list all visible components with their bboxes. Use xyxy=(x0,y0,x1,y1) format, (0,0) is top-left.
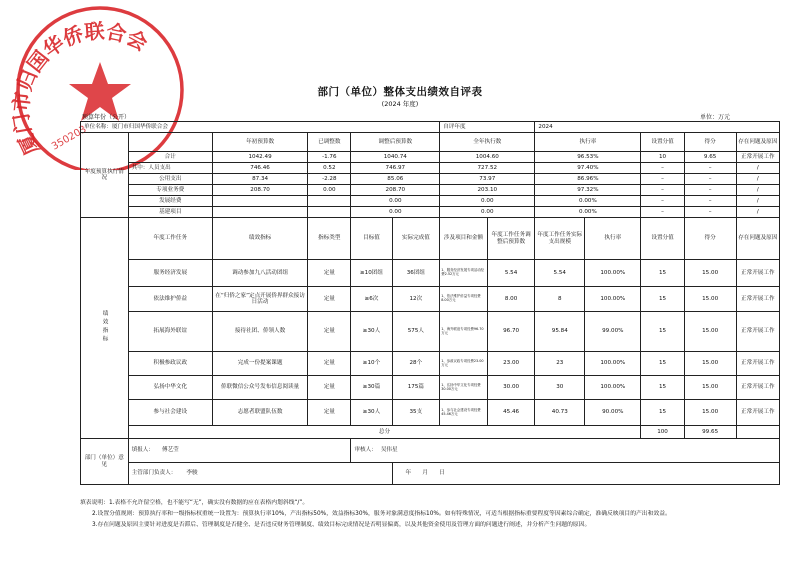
perf-rate: 100.00% xyxy=(585,287,641,312)
perf-actual: 36团组 xyxy=(392,260,440,287)
perf-target: ≥10团组 xyxy=(351,260,392,287)
perf-total-row xyxy=(81,426,780,439)
perf-target: ≥10个 xyxy=(351,352,392,376)
budget-adjusted: 208.70 xyxy=(351,185,440,196)
perf-score-set: 15 xyxy=(641,352,684,376)
perf-issue: 正常开展工作 xyxy=(736,400,779,426)
perf-score-set: 15 xyxy=(641,376,684,400)
budget-initial: 87.34 xyxy=(212,174,307,185)
perf-project: 1、弘扬中华文化专项经费30.00万元 xyxy=(440,376,488,400)
budget-rate: 0.00% xyxy=(535,196,641,207)
budget-initial xyxy=(212,207,307,218)
budget-issue: / xyxy=(736,207,779,218)
dept-name-cell: 单位名称：厦门市归国华侨联合会 xyxy=(81,122,440,133)
budget-adjust: 0.00 xyxy=(308,185,351,196)
perf-issue: 正常开展工作 xyxy=(736,352,779,376)
year-value-cell: 2024 xyxy=(535,122,780,133)
budget-executed: 203.10 xyxy=(440,185,535,196)
page-title: 部门（单位）整体支出绩效自评表 xyxy=(317,86,483,98)
perf-budget: 8.00 xyxy=(487,287,535,312)
perf-target: ≥30篇 xyxy=(351,376,392,400)
budget-row-name: 发展经费 xyxy=(128,196,212,207)
budget-row xyxy=(81,196,780,207)
perf-score-set: 15 xyxy=(641,260,684,287)
perf-col-budget: 年度工作任务调整后预算数 xyxy=(487,218,535,260)
budget-adjust xyxy=(308,207,351,218)
perf-col-task: 年度工作任务 xyxy=(128,218,212,260)
perf-actual: 28个 xyxy=(392,352,440,376)
budget-adjusted: 0.00 xyxy=(351,207,440,218)
budget-executed: 73.97 xyxy=(440,174,535,185)
unit-label: 单位：万元 xyxy=(700,114,731,121)
budget-rate: 97.32% xyxy=(535,185,641,196)
budget-executed: 1004.60 xyxy=(440,152,535,163)
perf-rate: 100.00% xyxy=(585,260,641,287)
leader-name: 李骏 xyxy=(186,470,198,477)
budget-col-blank xyxy=(128,133,212,152)
budget-score: 9.65 xyxy=(684,152,736,163)
perf-target: ≥6次 xyxy=(351,287,392,312)
perf-indicator: 接待社团、侨领人数 xyxy=(212,312,307,352)
budget-row xyxy=(81,207,780,218)
budget-row-name: 其中：人员支出 xyxy=(128,163,212,174)
perf-type: 定量 xyxy=(308,287,351,312)
budget-executed: 0.00 xyxy=(440,196,535,207)
budget-row-name: 公用支出 xyxy=(128,174,212,185)
budget-adjusted: 1040.74 xyxy=(351,152,440,163)
perf-type: 定量 xyxy=(308,400,351,426)
reviewer-cell xyxy=(351,439,780,463)
perf-score: 15.00 xyxy=(684,400,736,426)
total-issue-blank xyxy=(736,426,779,439)
budget-score-set: – xyxy=(641,196,684,207)
budget-issue: / xyxy=(736,196,779,207)
filler-cell xyxy=(128,439,351,463)
perf-actual: 575人 xyxy=(392,312,440,352)
perf-indicator: 在“归侨之家”定点开展侨界群众接访日活动 xyxy=(212,287,307,312)
filler-label: 填报人： xyxy=(131,447,154,454)
table-number-label: 预算年份（公开） xyxy=(82,114,131,121)
perf-indicator: 志愿者联盟队伍数 xyxy=(212,400,307,426)
budget-executed: 0.00 xyxy=(440,207,535,218)
budget-score: – xyxy=(684,185,736,196)
svg-text:350203: 350203 xyxy=(50,123,89,153)
perf-row xyxy=(81,287,780,312)
total-label: 总分 xyxy=(128,426,641,439)
perf-header-row xyxy=(81,218,780,260)
budget-side-label: 年度预算执行情况 xyxy=(81,133,129,218)
perf-col-project: 涉及项目和金额 xyxy=(440,218,488,260)
perf-rate: 100.00% xyxy=(585,352,641,376)
budget-col-rate: 执行率 xyxy=(535,133,641,152)
budget-adjust: -1.76 xyxy=(308,152,351,163)
perf-type: 定量 xyxy=(308,376,351,400)
page-subtitle: (2024 年度) xyxy=(381,100,419,108)
perf-budget: 45.46 xyxy=(487,400,535,426)
budget-score-set: – xyxy=(641,185,684,196)
perf-col-rate: 执行率 xyxy=(585,218,641,260)
total-score-set: 100 xyxy=(641,426,684,439)
perf-indicator: 调动参加九八活动团组 xyxy=(212,260,307,287)
leader-label: 主管部门负责人： xyxy=(131,470,177,477)
perf-indicator: 侨联微信公众号发布信息阅读量 xyxy=(212,376,307,400)
perf-actual: 12次 xyxy=(392,287,440,312)
budget-initial: 1042.49 xyxy=(212,152,307,163)
performance-evaluation-table xyxy=(80,121,780,485)
perf-score: 15.00 xyxy=(684,312,736,352)
budget-header-row xyxy=(81,133,780,152)
svg-text:厦门市归国华侨联合会: 厦门市归国华侨联合会 xyxy=(8,18,152,159)
perf-spent: 30 xyxy=(535,376,585,400)
budget-issue: / xyxy=(736,163,779,174)
perf-issue: 正常开展工作 xyxy=(736,260,779,287)
perf-project: 1、参政议政专项经费23.00万元 xyxy=(440,352,488,376)
perf-spent: 8 xyxy=(535,287,585,312)
perf-budget: 23.00 xyxy=(487,352,535,376)
perf-spent: 95.84 xyxy=(535,312,585,352)
perf-rate: 100.00% xyxy=(585,376,641,400)
budget-row-name: 合计 xyxy=(128,152,212,163)
perf-project: 1、海外联谊专项经费96.70万元 xyxy=(440,312,488,352)
perf-score: 15.00 xyxy=(684,352,736,376)
perf-side-label: 绩效指标 xyxy=(81,218,129,439)
perf-task: 参与社会建设 xyxy=(128,400,212,426)
perf-score-set: 15 xyxy=(641,400,684,426)
budget-rate: 0.00% xyxy=(535,207,641,218)
perf-issue: 正常开展工作 xyxy=(736,376,779,400)
perf-rate: 90.00% xyxy=(585,400,641,426)
budget-adjust xyxy=(308,196,351,207)
perf-budget: 5.54 xyxy=(487,260,535,287)
total-score: 99.65 xyxy=(684,426,736,439)
budget-initial xyxy=(212,196,307,207)
perf-type: 定量 xyxy=(308,260,351,287)
perf-score-set: 15 xyxy=(641,312,684,352)
perf-type: 定量 xyxy=(308,312,351,352)
perf-task: 积极参政议政 xyxy=(128,352,212,376)
budget-score-set: – xyxy=(641,163,684,174)
perf-col-score-set: 设置分值 xyxy=(641,218,684,260)
perf-task: 服务经济发展 xyxy=(128,260,212,287)
opinion-row-1 xyxy=(81,439,780,463)
perf-row xyxy=(81,400,780,426)
budget-row-name: 基建项目 xyxy=(128,207,212,218)
perf-row xyxy=(81,376,780,400)
fill-instructions xyxy=(80,498,780,531)
perf-spent: 5.54 xyxy=(535,260,585,287)
budget-issue: / xyxy=(736,185,779,196)
perf-row xyxy=(81,312,780,352)
perf-col-type: 指标类型 xyxy=(308,218,351,260)
budget-col-score-set: 设置分值 xyxy=(641,133,684,152)
opinion-row-2 xyxy=(81,463,780,485)
perf-project: 1、参与社会建设专项经费45.46万元 xyxy=(440,400,488,426)
budget-score: – xyxy=(684,163,736,174)
perf-target: ≥30人 xyxy=(351,312,392,352)
budget-adjust: -2.28 xyxy=(308,174,351,185)
budget-col-issue: 存在问题及原因 xyxy=(736,133,779,152)
perf-target: ≥30人 xyxy=(351,400,392,426)
date-label: 年 月 日 xyxy=(405,470,445,477)
perf-issue: 正常开展工作 xyxy=(736,287,779,312)
reviewer-label: 审核人： xyxy=(354,447,377,454)
note-item: 3.存在问题及原因主要针对进度是否滞后、管理制度是否健全、是否违反财务管理制度、绩效目标完成情况是否明显偏离，以及其他资金使用及管理方面的问题进行阐述，并分析产生问题的原因。 xyxy=(92,522,591,528)
budget-score: – xyxy=(684,196,736,207)
budget-adjusted: 746.97 xyxy=(351,163,440,174)
budget-issue: 正常开展工作 xyxy=(736,152,779,163)
perf-row xyxy=(81,352,780,376)
perf-col-target: 目标值 xyxy=(351,218,392,260)
perf-col-indicator: 绩效指标 xyxy=(212,218,307,260)
perf-col-score: 得分 xyxy=(684,218,736,260)
budget-rate: 86.96% xyxy=(535,174,641,185)
budget-row xyxy=(81,152,780,163)
note-item: 填表说明：1.表格不允许留空格，也不能写“无”，确实没有数据的应在表格内划斜线“/”。 xyxy=(80,500,309,506)
budget-initial: 208.70 xyxy=(212,185,307,196)
reviewer-name: 吴伟星 xyxy=(380,447,398,454)
perf-score-set: 15 xyxy=(641,287,684,312)
perf-issue: 正常开展工作 xyxy=(736,312,779,352)
perf-indicator: 完成一份提案课题 xyxy=(212,352,307,376)
date-cell xyxy=(392,463,779,485)
budget-adjusted: 85.06 xyxy=(351,174,440,185)
perf-col-spent: 年度工作任务实际支出规模 xyxy=(535,218,585,260)
perf-score: 15.00 xyxy=(684,376,736,400)
perf-col-issue: 存在问题及原因 xyxy=(736,218,779,260)
filler-name: 傅艺莹 xyxy=(161,447,179,454)
perf-budget: 96.70 xyxy=(487,312,535,352)
budget-executed: 727.52 xyxy=(440,163,535,174)
perf-project: 1、依法维护侨益专项经费8.00万元 xyxy=(440,287,488,312)
budget-score: – xyxy=(684,174,736,185)
perf-task: 拓展海外联谊 xyxy=(128,312,212,352)
budget-score-set: – xyxy=(641,174,684,185)
budget-score-set: 10 xyxy=(641,152,684,163)
budget-col-adjusted: 调整后预算数 xyxy=(351,133,440,152)
perf-actual: 175篇 xyxy=(392,376,440,400)
perf-spent: 23 xyxy=(535,352,585,376)
budget-score: – xyxy=(684,207,736,218)
budget-score-set: – xyxy=(641,207,684,218)
budget-row-name: 专项业务费 xyxy=(128,185,212,196)
budget-row xyxy=(81,163,780,174)
budget-initial: 746.46 xyxy=(212,163,307,174)
budget-col-initial: 年初预算数 xyxy=(212,133,307,152)
budget-adjust: 0.52 xyxy=(308,163,351,174)
perf-project: 1、服务经济发展专项活动经费2.52万元 xyxy=(440,260,488,287)
budget-row xyxy=(81,174,780,185)
opinion-side-label: 部门（单位）意见 xyxy=(81,439,129,485)
leader-cell xyxy=(128,463,392,485)
budget-issue: / xyxy=(736,174,779,185)
perf-actual: 35支 xyxy=(392,400,440,426)
budget-col-executed: 全年执行数 xyxy=(440,133,535,152)
budget-adjusted: 0.00 xyxy=(351,196,440,207)
header-row xyxy=(81,122,780,133)
perf-spent: 40.73 xyxy=(535,400,585,426)
budget-rate: 97.40% xyxy=(535,163,641,174)
budget-col-score: 得分 xyxy=(684,133,736,152)
perf-score: 15.00 xyxy=(684,260,736,287)
perf-budget: 30.00 xyxy=(487,376,535,400)
perf-row xyxy=(81,260,780,287)
note-item: 2.设置分值规则：预算执行率和一级指标权重统一设置为：预算执行率10%，产出指标50%，效益指标30%，服务对象满意度指标10%。如有特殊情况，可适当根据指标重要程度等因素综合确定，准确反映项目的产出和效益。 xyxy=(92,511,671,517)
budget-col-adjust: 已调整数 xyxy=(308,133,351,152)
budget-row xyxy=(81,185,780,196)
perf-rate: 99.00% xyxy=(585,312,641,352)
year-label-cell: 自评年度 xyxy=(440,122,535,133)
perf-score: 15.00 xyxy=(684,287,736,312)
perf-task: 弘扬中华文化 xyxy=(128,376,212,400)
perf-type: 定量 xyxy=(308,352,351,376)
perf-task: 依法维护侨益 xyxy=(128,287,212,312)
perf-col-actual: 实际完成值 xyxy=(392,218,440,260)
budget-rate: 96.53% xyxy=(535,152,641,163)
